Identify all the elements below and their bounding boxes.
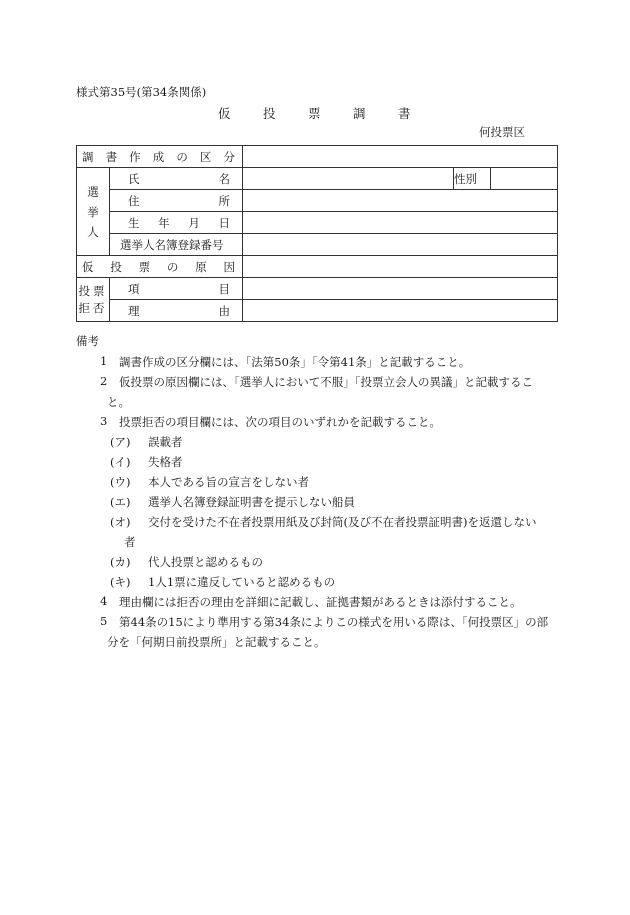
sex-field[interactable] (491, 168, 558, 190)
document-page: 様式第35号(第34条関係) 仮 投 票 調 書 何投票区 調 書 作 成 の 区 分 選 挙 人 氏 名 性別 住 所 生 年 月 日 選挙人名簿登録番号 仮 投 票 の 原 因 投票 拒否 項 目 理 由 備考 1 調書作成の区分欄には、「法第50条」「令第41条」と記載すること。 2 仮投票の原因欄には、「選挙人において不服」「投票立会人の異議」と記載するこ と。 3 投票拒否の項目欄には、次の項目のいずれかを記載すること。 (ア) 誤載者 (イ) 失格者 (ウ) 本人である旨の宣言をしない者 (エ) 選挙人名簿登録証明書を提示しない船員 (オ) 交付を受けた不在者投票用紙及び封筒(及び不在者投票証明書)を返還しない 者 (カ) 代人投票と認めるもの (キ) 1人1票に違反していると認めるもの 4 理由欄には拒否の理由を詳細に記載し、証拠書類があるときは添付すること。 5 第44条の15により準用する第34条によりこの様式を用いる際は、「何投票区」の部 分を「何期日前投票所」と記載すること。 (0, 0, 630, 915)
provisional-reason-label: 仮 投 票 の 原 因 (77, 256, 243, 278)
title-char: 書 (398, 106, 411, 121)
provisional-vote-form-table (76, 145, 558, 322)
title-char: 票 (308, 106, 321, 121)
register-number-field[interactable] (243, 234, 558, 256)
title-char: 調 (353, 106, 366, 121)
name-label: 氏 名 (110, 168, 243, 190)
item-field[interactable] (243, 278, 558, 300)
district-label: 何投票区 (479, 125, 525, 139)
address-field[interactable] (243, 190, 558, 212)
birthdate-field[interactable] (243, 212, 558, 234)
birthdate-label: 生 年 月 日 (110, 212, 243, 234)
voter-group-label: 選 挙 人 (77, 168, 110, 256)
reason-label: 理 由 (110, 300, 243, 322)
name-field[interactable] (243, 168, 454, 190)
form-number: 様式第35号(第34条関係) (76, 85, 207, 99)
reason-field[interactable] (243, 300, 558, 322)
creation-category-field[interactable] (243, 146, 558, 168)
item-label: 項 目 (110, 278, 243, 300)
title-char: 投 (263, 106, 276, 121)
vote-refusal-label: 投票 拒否 (77, 278, 110, 322)
register-number-label: 選挙人名簿登録番号 (110, 234, 243, 256)
address-label: 住 所 (110, 190, 243, 212)
title-char: 仮 (218, 106, 231, 121)
sex-label: 性別 (454, 168, 491, 190)
creation-category-label: 調 書 作 成 の 区 分 (77, 146, 243, 168)
notes-title: 備考 (76, 334, 99, 348)
provisional-reason-field[interactable] (243, 256, 558, 278)
